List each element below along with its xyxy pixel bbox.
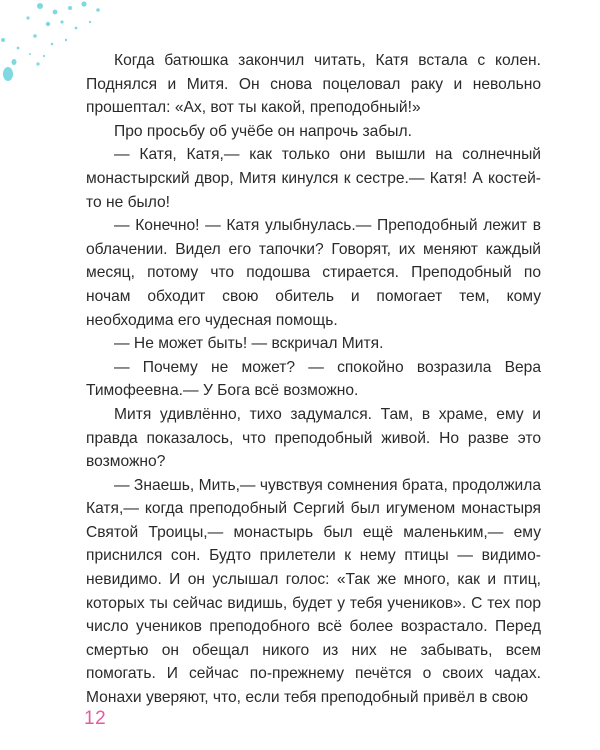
- body-text: [86, 49, 541, 710]
- paragraph: Митя удивлённо, тихо задумался. Там, в храме, ему и правда показалось, что преподобный живой. Но разве это возможно?: [86, 405, 541, 471]
- paragraph: Когда батюшка закончил читать, Катя встала с колен. Поднялся и Митя. Он снова поцеловал раку и невольно прошептал: «Ах, вот ты какой, преподобный!»: [86, 52, 541, 117]
- paragraph: — Катя, Катя,— как только они вышли на солнечный монастырский двор, Митя кинулся к сестре.— Катя! А костей-то не было!: [86, 146, 541, 211]
- paragraph: — Не может быть! — вскричал Митя.: [114, 335, 384, 353]
- paragraph: Про просьбу об учёбе он напрочь забыл.: [114, 122, 412, 140]
- paragraph: — Знаешь, Мить,— чувствуя сомнения брата, продолжила Катя,— когда преподобный Сергий был игуменом монастыря Святой Троицы,— монастырь был ещё маленьким,— ему приснился сон. Будто прилетели к нему птицы — видимо-невидимо. И он услышал голос: «Так же много, как и птиц, которых ты сейчас видишь, будет у тебя учеников». С тех пор число учеников преподобного всё более возрастало. Перед смертью он обещал никого из них не забывать, всем помогать. И сейчас по-прежнему печётся о своих чадах. Монахи уверяют, что, если тебя преподобный привёл в свою: [86, 476, 542, 707]
- paragraph: — Конечно! — Катя улыбнулась.— Преподобный лежит в облачении. Видел его тапочки? Говорят, их меняют каждый месяц, потому что подошва стирается. Преподобный по ночам обходит свою обитель и помогает тем, кому необходима его чудесная помощь.: [86, 217, 541, 329]
- paragraph: — Почему не может? — спокойно возразила Вера Тимофеевна.— У Бога всё возможно.: [86, 358, 541, 400]
- page-number: 12: [84, 708, 107, 729]
